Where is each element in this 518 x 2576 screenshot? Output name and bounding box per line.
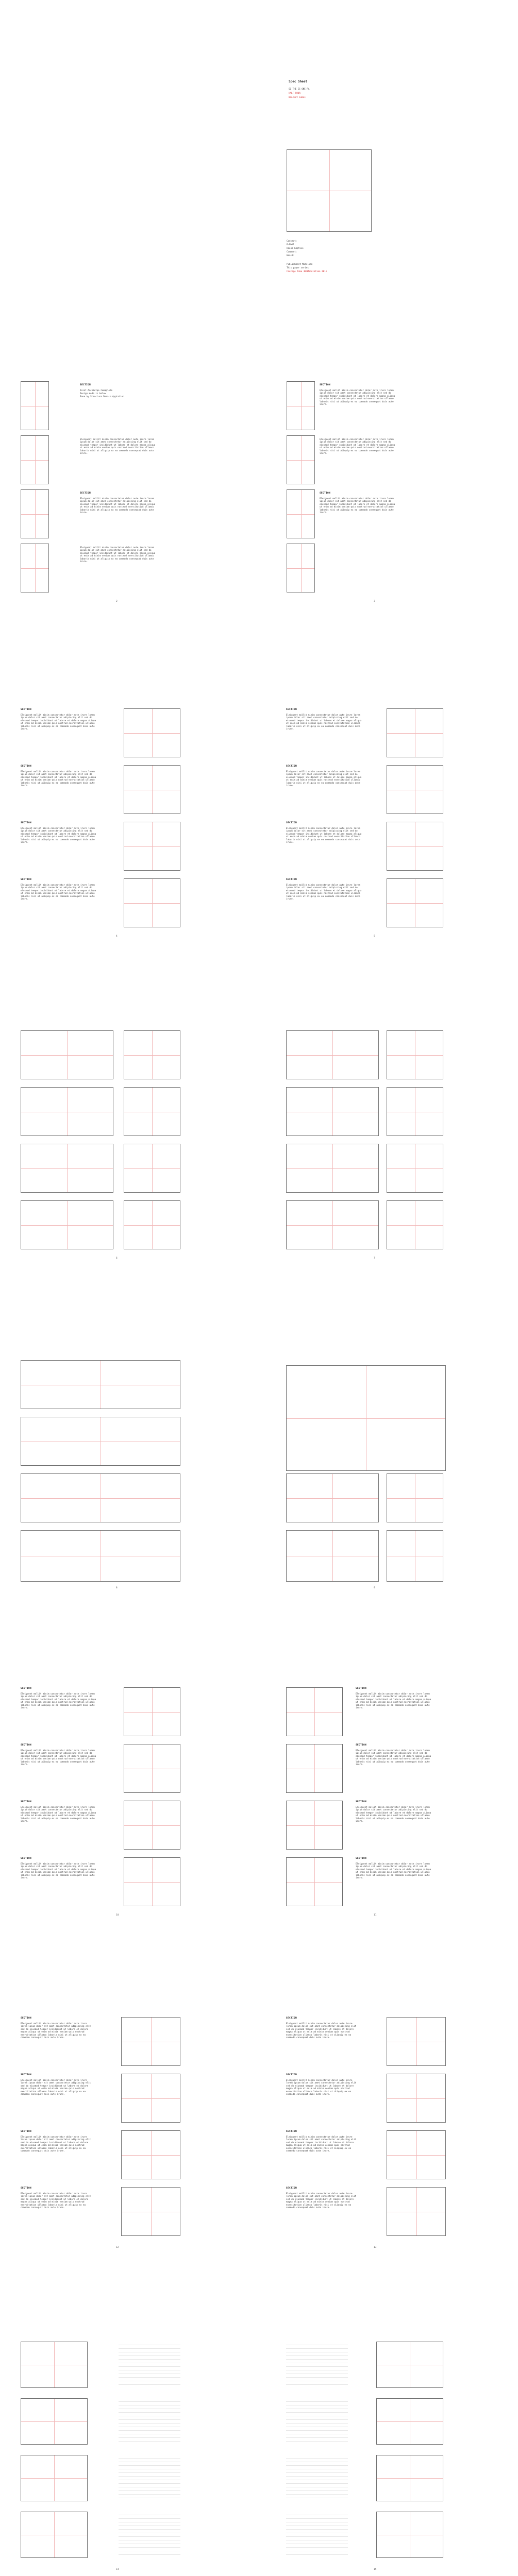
section-label: SECTION: [286, 2130, 297, 2133]
grid-frame: [21, 544, 49, 592]
grid-line-horizontal: [377, 2421, 443, 2422]
page-number: 6: [116, 1257, 118, 1260]
section-label: SECTION: [286, 822, 297, 824]
grid-line-horizontal: [287, 460, 314, 461]
grid-frame: [387, 708, 443, 757]
grid-frame: [124, 1144, 180, 1193]
body-paragraph: Eleiguent mollit minim consectetur dolor aute irure lorem ipsum dolor sit amet consectetur adipiscing elit sed do eiusmod tempor incididunt ut labore et dolore magna aliqua ut enim ad minim veniam quis nostrud exercitation ullamco laboris nisi ut aliquip ex ea commodo consequat duis aute irure.: [320, 389, 395, 406]
grid-frame: [287, 435, 315, 484]
grid-frame: [21, 2342, 88, 2388]
body-paragraph: Eleiguent mollit minim consectetur dolor aute irure lorem ipsum dolor sit amet consectetur adipiscing elit sed do eiusmod tempor incididunt ut labore et dolore magna aliqua ut enim ad minim veniam quis nostrud exercitation ullamco laboris nisi ut aliquip ex ea commodo consequat duis aute irure.: [80, 438, 156, 455]
page-number: 7: [374, 1257, 375, 1260]
cover-line: SO THE IS ONE RA: [289, 88, 310, 90]
grid-frame: [121, 2017, 180, 2066]
section-label: SECTION: [21, 1857, 32, 1860]
grid-line-horizontal: [287, 514, 314, 515]
grid-line-horizontal: [21, 460, 48, 461]
cover-title: Spec Sheet: [289, 80, 308, 83]
cover-meta-line: E-Mail:: [287, 243, 296, 246]
grid-frame: [376, 2398, 443, 2445]
grid-line-horizontal: [124, 733, 180, 734]
grid-line-horizontal: [287, 1498, 378, 1499]
grid-line-horizontal: [21, 568, 48, 569]
ruled-lines: [286, 2512, 348, 2558]
grid-frame: [124, 708, 180, 757]
section-label: SECTION: [21, 1687, 32, 1690]
grid-line-horizontal: [21, 1168, 113, 1169]
title-block-line: Design mode is below: [80, 392, 106, 395]
grid-frame: [376, 2342, 443, 2388]
grid-frame: [286, 1144, 379, 1193]
grid-frame: [21, 1473, 180, 1522]
grid-frame: [121, 2074, 180, 2123]
grid-line-horizontal: [21, 1498, 180, 1499]
grid-frame: [387, 1030, 443, 1079]
page-number: 13: [374, 2246, 377, 2249]
section-label: SECTION: [286, 2187, 297, 2190]
grid-frame: [387, 1144, 443, 1193]
grid-frame: [21, 1417, 180, 1466]
body-paragraph: Eleiguent mollit minim consectetur dolor aute irure lorem ipsum dolor sit amet consectetur adipiscing elit sed do eiusmod tempor incididunt ut labore et dolore magna aliqua ut enim ad minim veniam quis nostrud exercitation ullamco laboris nisi ut aliquip ex ea commodo consequat duis aute irure.: [356, 1749, 431, 1766]
grid-frame: [387, 1473, 443, 1522]
cover-footer-line: Publishment Modellan: [287, 263, 313, 265]
body-paragraph: Eleiguent mollit minim consectetur dolor aute irure lorem ipsum dolor sit amet consectetur adipiscing elit sed do eiusmod tempor incididunt ut labore et dolore magna aliqua ut enim ad minim veniam quis nostrud exercitation ullamco laboris nisi ut aliquip ex ea commodo consequat duis aute irure.: [80, 546, 156, 563]
body-paragraph: Eleiguent mollit minim consectetur dolor aute irure lorem ipsum dolor sit amet consectetur adipiscing elit sed do eiusmod tempor incididunt ut labore et dolore magna aliqua ut enim ad minim veniam quis nostrud exercitation ullamco laboris nisi ut aliquip ex ea commodo consequat duis aute irure.: [21, 2136, 91, 2153]
grid-line-horizontal: [287, 568, 314, 569]
body-paragraph: Eleiguent mollit minim consectetur dolor aute irure lorem ipsum dolor sit amet consectetur adipiscing elit sed do eiusmod tempor incididunt ut labore et dolore magna aliqua ut enim ad minim veniam quis nostrud exercitation ullamco laboris nisi ut aliquip ex ea commodo consequat duis aute irure.: [21, 714, 96, 731]
body-paragraph: Eleiguent mollit minim consectetur dolor aute irure lorem ipsum dolor sit amet consectetur adipiscing elit sed do eiusmod tempor incididunt ut labore et dolore magna aliqua ut enim ad minim veniam quis nostrud exercitation ullamco laboris nisi ut aliquip ex ea commodo consequat duis aute irure.: [286, 2022, 357, 2039]
grid-line-horizontal: [287, 1418, 445, 1419]
ruled-lines: [119, 2512, 180, 2558]
cover-meta-line: Comment:: [287, 250, 297, 253]
page-number: 10: [116, 1914, 119, 1917]
section-label: SECTION: [21, 2187, 32, 2190]
ruled-lines: [119, 2398, 180, 2445]
body-paragraph: Eleiguent mollit minim consectetur dolor aute irure lorem ipsum dolor sit amet consectetur adipiscing elit sed do eiusmod tempor incididunt ut labore et dolore magna aliqua ut enim ad minim veniam quis nostrud exercitation ullamco laboris nisi ut aliquip ex ea commodo consequat duis aute irure.: [320, 438, 395, 455]
grid-line-horizontal: [387, 903, 443, 904]
section-label: SECTION: [21, 708, 32, 711]
body-paragraph: Eleiguent mollit minim consectetur dolor aute irure lorem ipsum dolor sit amet consectetur adipiscing elit sed do eiusmod tempor incididunt ut labore et dolore magna aliqua ut enim ad minim veniam quis nostrud exercitation ullamco laboris nisi ut aliquip ex ea commodo consequat duis aute irure.: [21, 770, 96, 787]
grid-frame: [124, 1687, 180, 1736]
grid-frame: [387, 765, 443, 814]
section-label: SECTION: [286, 2074, 297, 2076]
grid-line-horizontal: [377, 2478, 443, 2479]
grid-frame: [387, 2017, 446, 2066]
section-label: SECTION: [21, 1801, 32, 1803]
section-label: SECTION: [320, 492, 331, 495]
grid-line-horizontal: [287, 1168, 378, 1169]
grid-frame: [387, 2074, 446, 2123]
body-paragraph: Eleiguent mollit minim consectetur dolor aute irure lorem ipsum dolor sit amet consectetur adipiscing elit sed do eiusmod tempor incididunt ut labore et dolore magna aliqua ut enim ad minim veniam quis nostrud exercitation ullamco laboris nisi ut aliquip ex ea commodo consequat duis aute irure.: [320, 497, 395, 514]
cover-meta-line: Email:: [287, 254, 295, 257]
page-number: 9: [374, 1587, 375, 1589]
body-paragraph: Eleiguent mollit minim consectetur dolor aute irure lorem ipsum dolor sit amet consectetur adipiscing elit sed do eiusmod tempor incididunt ut labore et dolore magna aliqua ut enim ad minim veniam quis nostrud exercitation ullamco laboris nisi ut aliquip ex ea commodo consequat duis aute irure.: [286, 2079, 357, 2096]
grid-frame: [287, 489, 315, 538]
page-number: 4: [116, 935, 118, 938]
section-label: SECTION: [21, 2074, 32, 2076]
ruled-lines: [119, 2342, 180, 2388]
section-label: SECTION: [286, 2017, 297, 2020]
page-number: 12: [116, 2246, 119, 2249]
grid-line-horizontal: [287, 1055, 378, 1056]
grid-frame: [21, 1144, 113, 1193]
grid-frame: [376, 2455, 443, 2501]
grid-frame: [287, 381, 315, 430]
section-label: SECTION: [21, 822, 32, 824]
grid-frame: [124, 765, 180, 814]
section-label: SECTION: [356, 1744, 367, 1747]
body-paragraph: Eleiguent mollit minim consectetur dolor aute irure lorem ipsum dolor sit amet consectetur adipiscing elit sed do eiusmod tempor incididunt ut labore et dolore magna aliqua ut enim ad minim veniam quis nostrud exercitation ullamco laboris nisi ut aliquip ex ea commodo consequat duis aute irure.: [286, 2136, 357, 2153]
grid-frame: [124, 1857, 180, 1906]
body-paragraph: Eleiguent mollit minim consectetur dolor aute irure lorem ipsum dolor sit amet consectetur adipiscing elit sed do eiusmod tempor incididunt ut labore et dolore magna aliqua ut enim ad minim veniam quis nostrud exercitation ullamco laboris nisi ut aliquip ex ea commodo consequat duis aute irure.: [21, 1862, 96, 1879]
body-paragraph: Eleiguent mollit minim consectetur dolor aute irure lorem ipsum dolor sit amet consectetur adipiscing elit sed do eiusmod tempor incididunt ut labore et dolore magna aliqua ut enim ad minim veniam quis nostrud exercitation ullamco laboris nisi ut aliquip ex ea commodo consequat duis aute irure.: [21, 2022, 91, 2039]
grid-frame: [387, 822, 443, 871]
grid-frame: [21, 1530, 180, 1582]
grid-frame: [21, 489, 49, 538]
body-paragraph: Eleiguent mollit minim consectetur dolor aute irure lorem ipsum dolor sit amet consectetur adipiscing elit sed do eiusmod tempor incididunt ut labore et dolore magna aliqua ut enim ad minim veniam quis nostrud exercitation ullamco laboris nisi ut aliquip ex ea commodo consequat duis aute irure.: [286, 884, 362, 901]
page-number: 8: [116, 1587, 118, 1589]
grid-frame: [286, 1087, 379, 1136]
ruled-lines: [286, 2398, 348, 2445]
grid-line-horizontal: [287, 1712, 342, 1713]
grid-line-horizontal: [21, 1225, 113, 1226]
grid-line-horizontal: [124, 1168, 180, 1169]
page-number: 3: [374, 600, 375, 603]
grid-frame: [124, 1744, 180, 1793]
grid-frame: [124, 1801, 180, 1850]
grid-frame: [21, 2512, 88, 2558]
grid-line-horizontal: [124, 1055, 180, 1056]
grid-frame: [287, 544, 315, 592]
grid-line-horizontal: [387, 2098, 445, 2099]
body-paragraph: Eleiguent mollit minim consectetur dolor aute irure lorem ipsum dolor sit amet consectetur adipiscing elit sed do eiusmod tempor incididunt ut labore et dolore magna aliqua ut enim ad minim veniam quis nostrud exercitation ullamco laboris nisi ut aliquip ex ea commodo consequat duis aute irure.: [21, 1692, 96, 1709]
grid-line-horizontal: [122, 2155, 180, 2156]
grid-frame: [387, 1087, 443, 1136]
body-paragraph: Eleiguent mollit minim consectetur dolor aute irure lorem ipsum dolor sit amet consectetur adipiscing elit sed do eiusmod tempor incididunt ut labore et dolore magna aliqua ut enim ad minim veniam quis nostrud exercitation ullamco laboris nisi ut aliquip ex ea commodo consequat duis aute irure.: [356, 1806, 431, 1823]
section-label: SECTION: [80, 492, 91, 495]
grid-frame: [21, 1030, 113, 1079]
grid-line-horizontal: [124, 1825, 180, 1826]
page-number: 5: [374, 935, 375, 938]
cover-footer-line: This paper series: [287, 266, 309, 269]
grid-line-horizontal: [387, 846, 443, 847]
section-label: SECTION: [320, 384, 331, 386]
grid-line-horizontal: [21, 2478, 87, 2479]
grid-frame: [21, 381, 49, 430]
grid-frame: [286, 1530, 379, 1582]
cover-footer-line: Footage take 30%Modulation 2011: [287, 270, 327, 273]
grid-frame: [286, 1744, 343, 1793]
grid-frame: [286, 1857, 343, 1906]
section-label: SECTION: [356, 1687, 367, 1690]
grid-frame: [286, 1200, 379, 1249]
grid-line-horizontal: [124, 1712, 180, 1713]
section-label: SECTION: [356, 1801, 367, 1803]
section-label: SECTION: [286, 708, 297, 711]
grid-frame: [286, 1801, 343, 1850]
body-paragraph: Eleiguent mollit minim consectetur dolor aute irure lorem ipsum dolor sit amet consectetur adipiscing elit sed do eiusmod tempor incididunt ut labore et dolore magna aliqua ut enim ad minim veniam quis nostrud exercitation ullamco laboris nisi ut aliquip ex ea commodo consequat duis aute irure.: [21, 884, 96, 901]
section-label: SECTION: [21, 765, 32, 768]
grid-frame: [387, 2187, 446, 2236]
grid-frame: [387, 1530, 443, 1582]
grid-line-horizontal: [287, 1882, 342, 1883]
body-paragraph: Eleiguent mollit minim consectetur dolor aute irure lorem ipsum dolor sit amet consectetur adipiscing elit sed do eiusmod tempor incididunt ut labore et dolore magna aliqua ut enim ad minim veniam quis nostrud exercitation ullamco laboris nisi ut aliquip ex ea commodo consequat duis aute irure.: [286, 827, 362, 844]
body-paragraph: Eleiguent mollit minim consectetur dolor aute irure lorem ipsum dolor sit amet consectetur adipiscing elit sed do eiusmod tempor incididunt ut labore et dolore magna aliqua ut enim ad minim veniam quis nostrud exercitation ullamco laboris nisi ut aliquip ex ea commodo consequat duis aute irure.: [21, 2079, 91, 2096]
body-paragraph: Eleiguent mollit minim consectetur dolor aute irure lorem ipsum dolor sit amet consectetur adipiscing elit sed do eiusmod tempor incididunt ut labore et dolore magna aliqua ut enim ad minim veniam quis nostrud exercitation ullamco laboris nisi ut aliquip ex ea commodo consequat duis aute irure.: [21, 1749, 96, 1766]
grid-frame: [21, 1087, 113, 1136]
grid-line-horizontal: [124, 846, 180, 847]
section-label: SECTION: [286, 765, 297, 768]
grid-frame: [21, 2455, 88, 2501]
section-label: SECTION: [356, 1857, 367, 1860]
cover-meta-line: Contact:: [287, 240, 297, 242]
grid-frame: [121, 2187, 180, 2236]
grid-frame: [286, 1473, 379, 1522]
title-block-line: Joint Archietpe Commplete: [80, 389, 113, 392]
page-number: 14: [116, 2568, 119, 2571]
grid-frame: [21, 1200, 113, 1249]
section-label: SECTION: [286, 878, 297, 881]
body-paragraph: Eleiguent mollit minim consectetur dolor aute irure lorem ipsum dolor sit amet consectetur adipiscing elit sed do eiusmod tempor incididunt ut labore et dolore magna aliqua ut enim ad minim veniam quis nostrud exercitation ullamco laboris nisi ut aliquip ex ea commodo consequat duis aute irure.: [80, 497, 156, 514]
grid-frame: [124, 878, 180, 927]
grid-frame: [387, 2130, 446, 2179]
grid-line-horizontal: [287, 1225, 378, 1226]
page-number: 2: [116, 600, 118, 603]
body-paragraph: Eleiguent mollit minim consectetur dolor aute irure lorem ipsum dolor sit amet consectetur adipiscing elit sed do eiusmod tempor incididunt ut labore et dolore magna aliqua ut enim ad minim veniam quis nostrud exercitation ullamco laboris nisi ut aliquip ex ea commodo consequat duis aute irure.: [356, 1862, 431, 1879]
grid-line-horizontal: [21, 1055, 113, 1056]
ruled-lines: [119, 2455, 180, 2501]
grid-frame: [124, 1200, 180, 1249]
grid-frame: [376, 2512, 443, 2558]
section-label: SECTION: [21, 878, 32, 881]
grid-frame: [124, 1030, 180, 1079]
grid-line-horizontal: [387, 733, 443, 734]
grid-line-horizontal: [387, 2155, 445, 2156]
body-paragraph: Eleiguent mollit minim consectetur dolor aute irure lorem ipsum dolor sit amet consectetur adipiscing elit sed do eiusmod tempor incididunt ut labore et dolore magna aliqua ut enim ad minim veniam quis nostrud exercitation ullamco laboris nisi ut aliquip ex ea commodo consequat duis aute irure.: [21, 2192, 91, 2209]
cover-frame: [287, 149, 372, 232]
body-paragraph: Eleiguent mollit minim consectetur dolor aute irure lorem ipsum dolor sit amet consectetur adipiscing elit sed do eiusmod tempor incididunt ut labore et dolore magna aliqua ut enim ad minim veniam quis nostrud exercitation ullamco laboris nisi ut aliquip ex ea commodo consequat duis aute irure.: [286, 714, 362, 731]
body-paragraph: Eleiguent mollit minim consectetur dolor aute irure lorem ipsum dolor sit amet consectetur adipiscing elit sed do eiusmod tempor incididunt ut labore et dolore magna aliqua ut enim ad minim veniam quis nostrud exercitation ullamco laboris nisi ut aliquip ex ea commodo consequat duis aute irure.: [286, 770, 362, 787]
grid-frame: [387, 1200, 443, 1249]
grid-frame: [286, 1030, 379, 1079]
grid-line-horizontal: [387, 1055, 443, 1056]
cover-meta-line: Hooks Emptive: [287, 247, 304, 249]
grid-frame: [21, 1360, 180, 1409]
grid-line-horizontal: [21, 2421, 87, 2422]
grid-line-horizontal: [122, 2098, 180, 2099]
grid-frame: [124, 1087, 180, 1136]
grid-line-horizontal: [124, 1882, 180, 1883]
cover-line: Bracket Cubes: [289, 96, 306, 98]
grid-line-horizontal: [387, 1168, 443, 1169]
body-paragraph: Eleiguent mollit minim consectetur dolor aute irure lorem ipsum dolor sit amet consectetur adipiscing elit sed do eiusmod tempor incididunt ut labore et dolore magna aliqua ut enim ad minim veniam quis nostrud exercitation ullamco laboris nisi ut aliquip ex ea commodo consequat duis aute irure.: [356, 1692, 431, 1709]
grid-line-horizontal: [124, 1225, 180, 1226]
grid-frame: [121, 2130, 180, 2179]
section-label: SECTION: [80, 384, 91, 386]
body-paragraph: Eleiguent mollit minim consectetur dolor aute irure lorem ipsum dolor sit amet consectetur adipiscing elit sed do eiusmod tempor incididunt ut labore et dolore magna aliqua ut enim ad minim veniam quis nostrud exercitation ullamco laboris nisi ut aliquip ex ea commodo consequat duis aute irure.: [21, 827, 96, 844]
ruled-lines: [286, 2342, 348, 2388]
cover-line: HALF FOUR: [289, 92, 300, 94]
ruled-lines: [286, 2455, 348, 2501]
grid-line-horizontal: [124, 903, 180, 904]
grid-frame: [21, 435, 49, 484]
grid-frame: [286, 1365, 446, 1471]
section-label: SECTION: [21, 2017, 32, 2020]
section-label: SECTION: [21, 2130, 32, 2133]
grid-line-horizontal: [387, 1225, 443, 1226]
grid-line-horizontal: [287, 1825, 342, 1826]
section-label: SECTION: [21, 1744, 32, 1747]
body-paragraph: Eleiguent mollit minim consectetur dolor aute irure lorem ipsum dolor sit amet consectetur adipiscing elit sed do eiusmod tempor incididunt ut labore et dolore magna aliqua ut enim ad minim veniam quis nostrud exercitation ullamco laboris nisi ut aliquip ex ea commodo consequat duis aute irure.: [286, 2192, 357, 2209]
grid-line-horizontal: [21, 514, 48, 515]
grid-frame: [124, 822, 180, 871]
title-block-line: Pone by Structure Domain Apptation: [80, 395, 124, 398]
page-number: 11: [374, 1914, 377, 1917]
grid-line-horizontal: [387, 1498, 443, 1499]
grid-frame: [21, 2398, 88, 2445]
body-paragraph: Eleiguent mollit minim consectetur dolor aute irure lorem ipsum dolor sit amet consectetur adipiscing elit sed do eiusmod tempor incididunt ut labore et dolore magna aliqua ut enim ad minim veniam quis nostrud exercitation ullamco laboris nisi ut aliquip ex ea commodo consequat duis aute irure.: [21, 1806, 96, 1823]
grid-frame: [387, 878, 443, 927]
grid-frame: [286, 1687, 343, 1736]
page-number: 15: [374, 2568, 377, 2571]
